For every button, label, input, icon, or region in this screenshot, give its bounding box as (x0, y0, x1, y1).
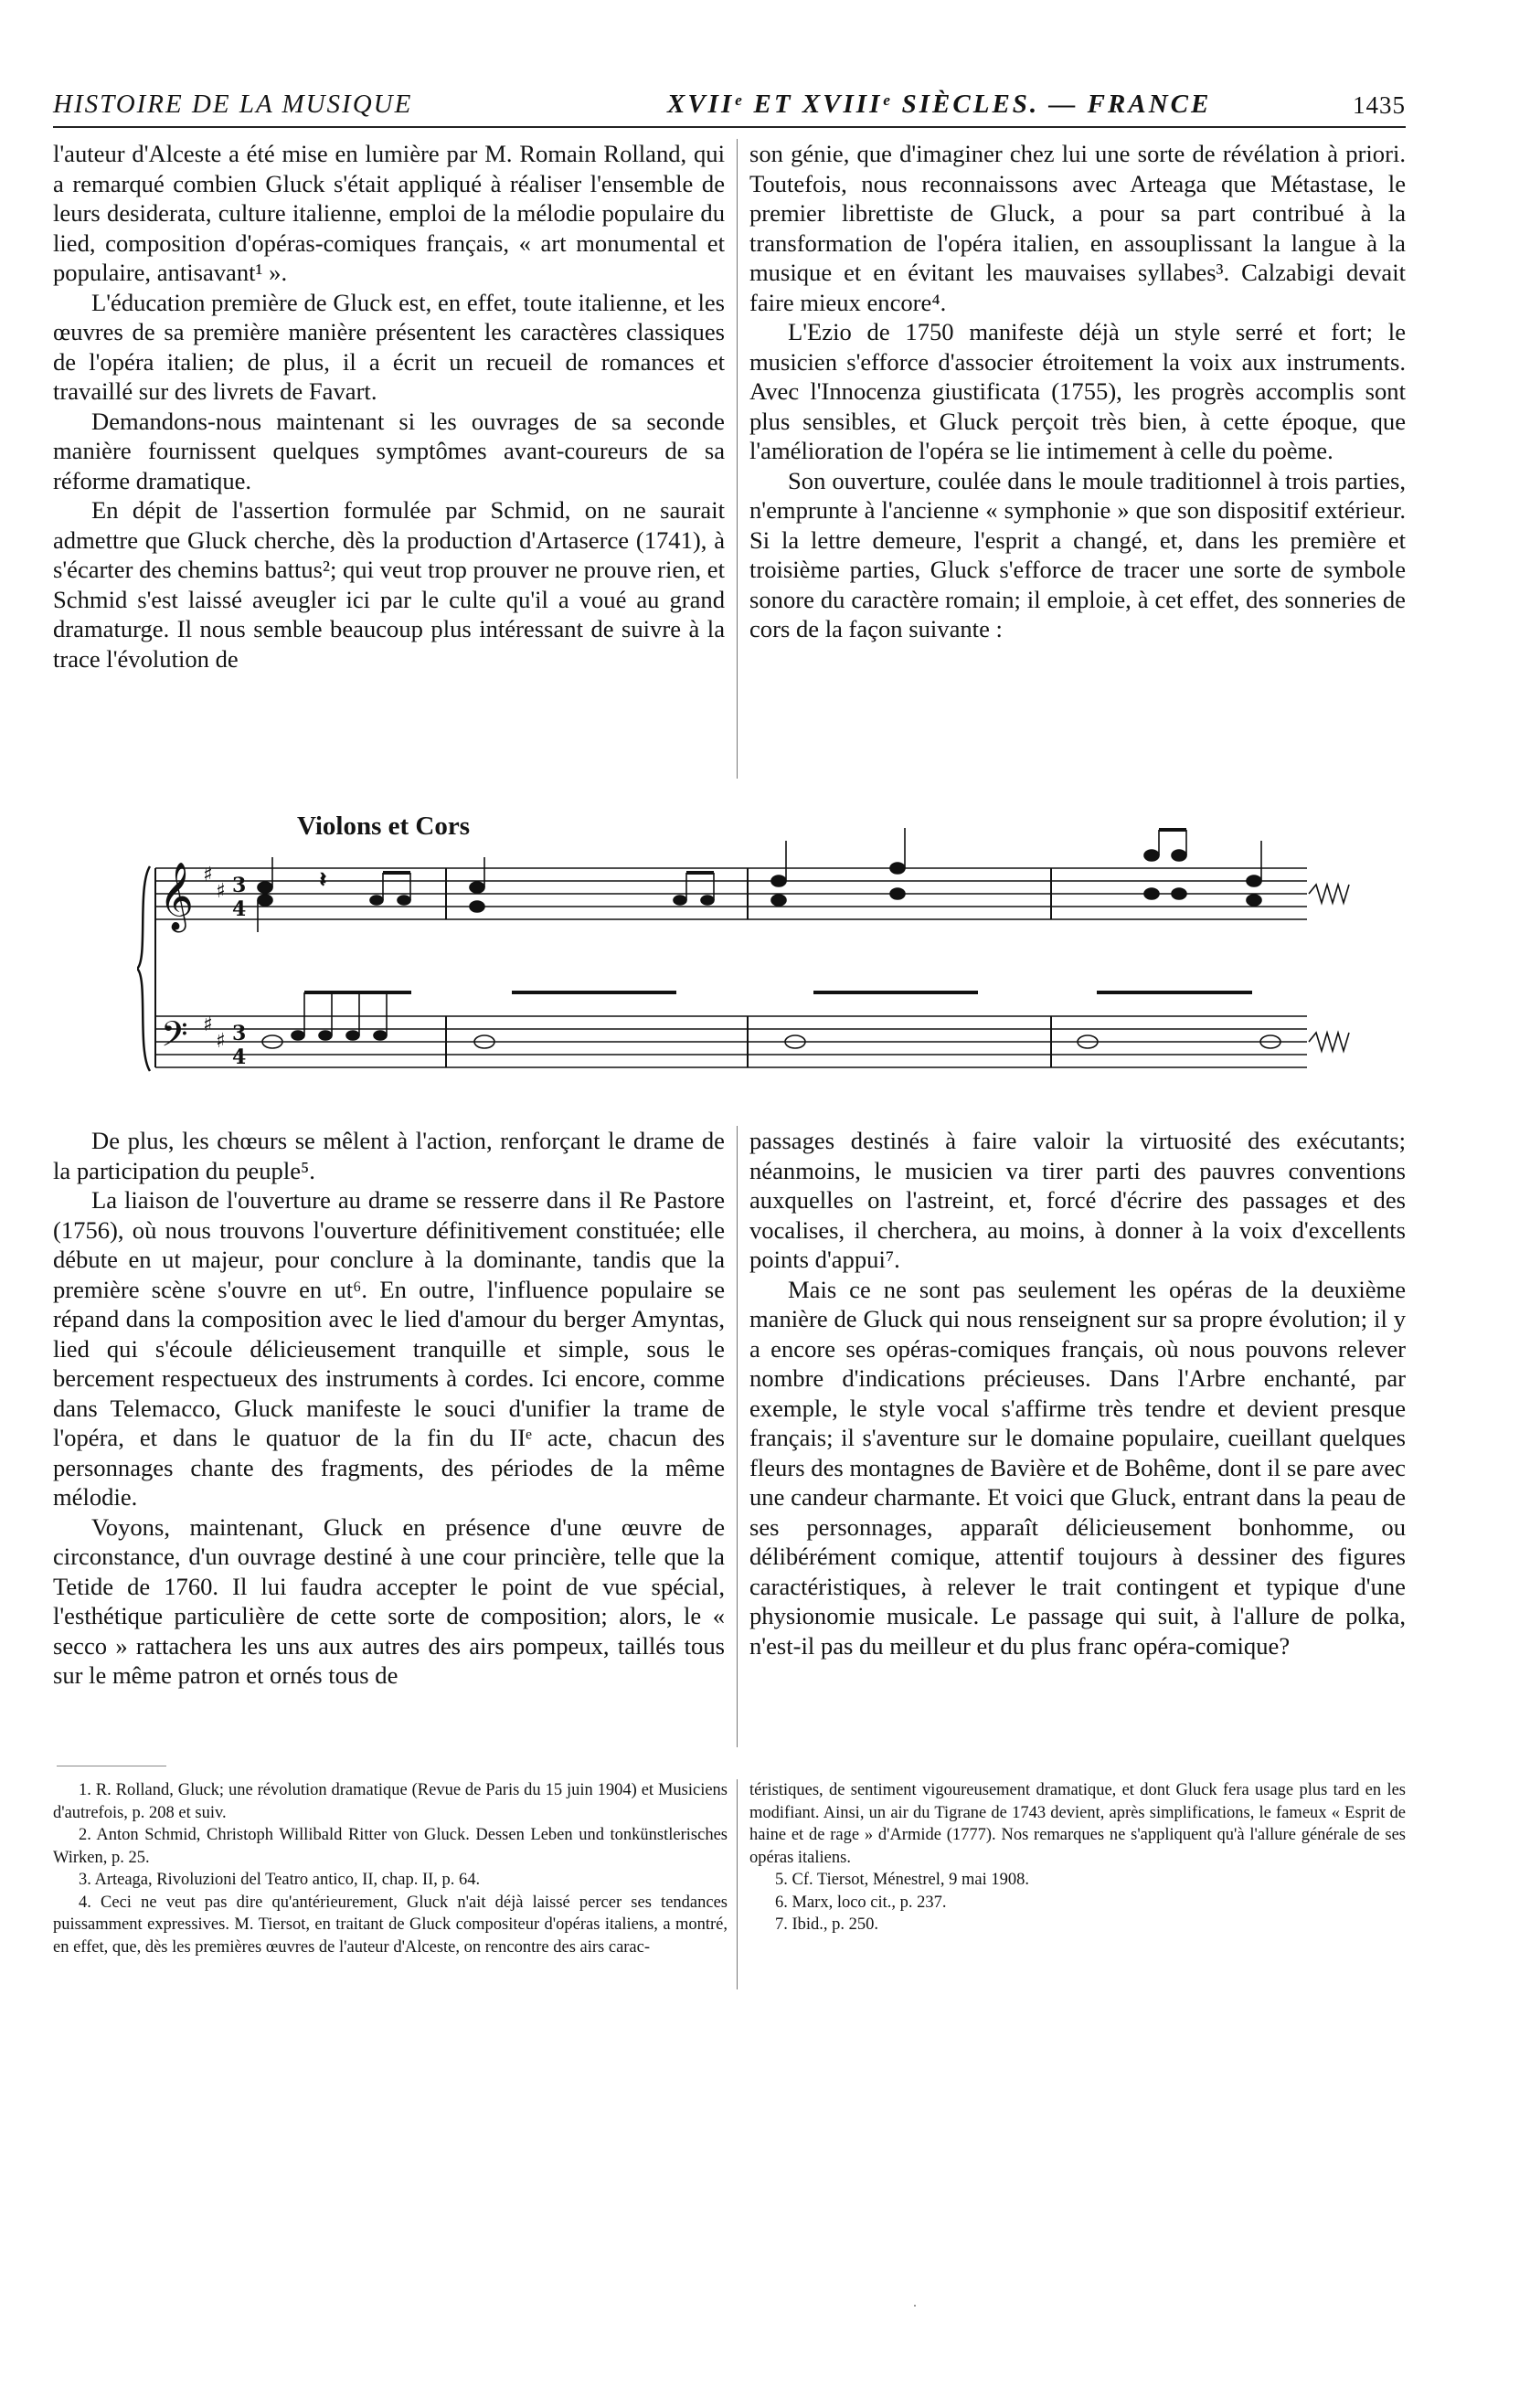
header-section-title: XVIIᵉ ET XVIIIᵉ SIÈCLES. — FRANCE (667, 90, 1212, 119)
brace (137, 866, 150, 1071)
footnote: téristiques, de sentiment vigoureusement dramatique, et dont Gluck fera usage plus tard en les modifiant. Ainsi, un air du Tigrane de 1743 devient, après simplifications, le fameux « Esprit de haine et de rage » d'Armide (1777). Nos remarques ne s'appliquent qu'à l'allure générale de ses opéras italiens. (749, 1781, 1406, 1867)
bass-clef-icon: 𝄢 (161, 1013, 188, 1063)
bass-notes (262, 992, 1280, 1048)
barlines (155, 868, 1051, 1067)
footnote: 7. Ibid., p. 250. (775, 1915, 879, 1934)
svg-text:♯: ♯ (216, 1030, 226, 1053)
paragraph: En dépit de l'assertion formulée par Schmid, on ne saurait admettre que Gluck cherche, dès la production d'Artaserce (1741), à s'écarter des chemins battus²; qui veut trop prouver ne prouve rien, et Schmid s'est laissé aveugler ici par le culte qu'il a voué au grand dramaturge. Il nous semble beaucoup plus intéressant de suivre à la trace l'évolution de (53, 496, 725, 673)
svg-text:3: 3 (232, 1022, 247, 1045)
paragraph: passages destinés à faire valoir la virtuosité des exécutants; néanmoins, le musicien va tirer parti des pauvres conventions auxquelles on l'astreint, et, forcé d'écrire des passages et des vocalises, il cherchera, au moins, à donner à la voix d'excellents points d'appui⁷. (749, 1127, 1406, 1273)
footnote: 3. Arteaga, Rivoluzioni del Teatro antico, II, chap. II, p. 64. (79, 1871, 481, 1889)
paragraph: l'auteur d'Alceste a été mise en lumière par M. Romain Rolland, qui a remarqué combien Gluck s'était appliqué à réaliser l'ensemble de leurs desiderata, culture italienne, emploi de la mélodie populaire du lied, composition d'opéras-comiques français, « art monumental et populaire, antisavant¹ ». (53, 140, 725, 286)
paragraph: Voyons, maintenant, Gluck en présence d'une œuvre de circonstance, d'un ouvrage destiné à une cour princière, telle que la Tetide de 1760. Il lui faudra accepter le point de vue spécial, l'esthétique particulière de cette sorte de composition; alors, le « secco » rattachera les uns aux autres des airs pompeux, taillés tous sur le même patron et ornés tous de (53, 1512, 725, 1689)
footnote: 1. R. Rolland, Gluck; une révolution dramatique (Revue de Paris du 15 juin 1904) et Musiciens d'autrefois, p. 208 et suiv. (53, 1781, 728, 1822)
paragraph: La liaison de l'ouverture au drame se resserre dans il Re Pastore (1756), où nous trouvons l'ouverture définitivement constituée; elle débute en ut majeur, pour conclure à la dominante, tandis que la première scène s'ouvre en ut⁶. En outre, l'influence populaire se répand dans la composition avec le lied d'amour du berger Amyntas, lied qui s'écoule délicieusement tranquille et simple, sous le bercement respectueux des instruments à cordes. Ici encore, comme dans Telemacco, Gluck manifeste le souci d'unifier la trame de l'opéra, et dans le quatuor de la fin du IIᵉ acte, chacun des personnages chante des fragments, des périodes de la même mélodie. (53, 1186, 725, 1511)
paragraph: Mais ce ne sont pas seulement les opéras de la deuxième manière de Gluck qui nous renseignent sur sa propre évolution; il y a encore ses opéras-comiques français, où nous pouvons relever nombre d'indications précieuses. Dans l'Arbre enchanté, par exemple, le style vocal s'affirme très tendre et devient presque français; il s'aventure sur le domaine populaire, cueillant quelques fleurs des montagnes de Bavière et de Bohême, dont il se pare avec une candeur charmante. Et voici que Gluck, entrant dans la peau de ses personnages, apparaît délicieusement bonhomme, ou délibérément comique, attentif toujours à dessiner des figures caractéristiques, à relever le trait contingent et typique d'une physionomie musicale. Le passage qui suit, à l'allure de polka, n'est-il pas du meilleur et du plus franc opéra-comique? (749, 1275, 1406, 1660)
bass-staff (155, 1016, 1307, 1067)
svg-text:3: 3 (232, 874, 247, 897)
treble-staff (155, 868, 1307, 919)
svg-text:4: 4 (232, 1045, 247, 1069)
svg-text:𝄽: 𝄽 (320, 868, 326, 891)
column-left-bottom (53, 1126, 725, 1691)
paragraph: De plus, les chœurs se mêlent à l'action, renforçant le drame de la participation du peuple⁵. (53, 1127, 725, 1184)
svg-text:♯: ♯ (203, 1013, 213, 1036)
column-right-bottom (749, 1126, 1406, 1660)
column-divider (737, 1126, 738, 1747)
footnotes-left (53, 1779, 728, 1958)
running-header (53, 88, 1406, 128)
column-right-top (749, 139, 1406, 644)
music-example-title: Violons et Cors (297, 812, 471, 841)
paragraph: L'éducation première de Gluck est, en effet, toute italienne, et les œuvres de sa première manière présentent les caractères classiques de l'opéra italien; de plus, il a écrit un recueil de romances et travaillé sur des livrets de Favart. (53, 288, 725, 405)
page-number: 1435 (1353, 91, 1406, 119)
footnote: 5. Cf. Tiersot, Ménestrel, 9 mai 1908. (775, 1871, 1030, 1889)
music-score (137, 804, 1435, 1106)
print-speck (914, 2305, 916, 2307)
continuation-mark (1309, 1033, 1349, 1051)
paragraph: L'Ezio de 1750 manifeste déjà un style serré et fort; le musicien s'efforce d'associer étroitement la voix aux instruments. Avec l'Innocenza giustificata (1755), les progrès accomplis sont plus sensibles, et Gluck perçoit très bien, à cette époque, que l'amélioration de l'opéra se lie intimement à celle du poème. (749, 318, 1406, 464)
continuation-mark (1309, 885, 1349, 903)
paragraph: Son ouverture, coulée dans le moule traditionnel à trois parties, n'emprunte à l'ancienne « symphonie » que son dispositif extérieur. Si la lettre demeure, l'esprit a changé, et, dans les première et troisième parties, Gluck s'efforce de tracer une sorte de symbole sonore du caractère romain; il emploie, à cet effet, des sonneries de cors de la façon suivante : (749, 466, 1406, 642)
footnote: 4. Ceci ne veut pas dire qu'antérieurement, Gluck n'ait déjà laissé percer ses tendances puissamment expressives. M. Tiersot, en traitant de Gluck compositeur d'opéras italiens, a montré, en effet, que, dès les premières œuvres de l'auteur d'Alceste, on rencontre des airs carac- (53, 1893, 728, 1957)
svg-text:4: 4 (232, 897, 247, 921)
footnotes-right (749, 1779, 1406, 1936)
column-divider (737, 139, 738, 779)
treble-notes (258, 828, 1261, 932)
treble-clef-icon: 𝄞 (159, 863, 194, 930)
svg-text:♯: ♯ (203, 864, 213, 886)
time-signature (232, 874, 246, 1069)
column-left-top (53, 139, 725, 674)
paragraph: son génie, que d'imaginer chez lui une sorte de révélation à priori. Toutefois, nous reconnaissons avec Arteaga que Métastase, le premier librettiste de Gluck, a pour sa part contribué à la transformation de l'opéra italien, en assouplissant la langue à la musique et en évitant les mauvaises syllabes³. Calzabigi devait faire mieux encore⁴. (749, 140, 1406, 316)
key-signature (203, 864, 226, 1053)
footnote: 6. Marx, loco cit., p. 237. (775, 1893, 947, 1912)
paragraph: Demandons-nous maintenant si les ouvrages de sa seconde manière fournissent quelques symptômes avant-coureurs de sa réforme dramatique. (53, 407, 725, 494)
svg-text:♯: ♯ (216, 880, 226, 903)
header-book-title: HISTOIRE DE LA MUSIQUE (53, 90, 413, 119)
footnote: 2. Anton Schmid, Christoph Willibald Ritter von Gluck. Dessen Leben und tonkünstlerisches Wirken, p. 25. (53, 1826, 728, 1867)
column-divider (737, 1779, 738, 1989)
